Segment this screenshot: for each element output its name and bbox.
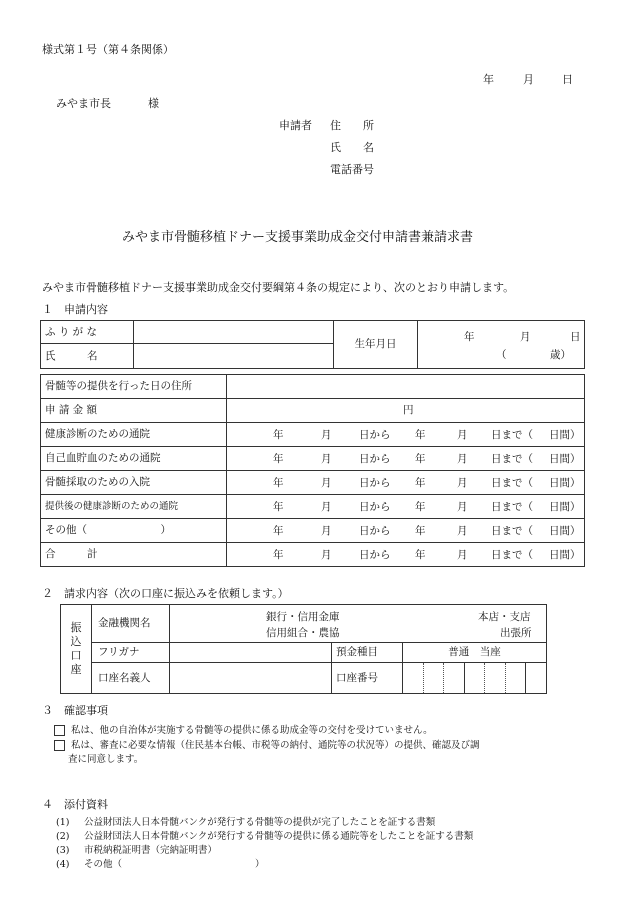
applicant-info-table [40,320,585,369]
furigana-value[interactable] [134,321,334,344]
period-row-label: 提供後の健康診断のための通院 [41,495,227,519]
period-y1: 年 [273,500,284,513]
period-y2: 年 [415,476,426,489]
bank-types-2: 信用組合・農協 [266,626,340,639]
period-row-value[interactable] [227,543,585,567]
period-y1: 年 [273,524,284,537]
period-y2: 年 [415,452,426,465]
section4-heading: ４ 添付資料 [42,798,108,811]
period-row-value[interactable] [227,519,585,543]
period-row-label: その他（ ） [41,519,227,543]
applicant-address-label: 住 所 [330,119,374,132]
section1-heading: １ 申請内容 [42,303,108,316]
applicant-label: 申請者 [279,119,312,132]
date-month: 月 [523,73,534,86]
donation-address-value[interactable] [227,375,585,399]
period-y1: 年 [273,548,284,561]
period-d2: 日まで（ [491,548,533,561]
period-d1: 日から [359,500,391,513]
addressee: みやま市長 [56,97,111,110]
period-m1: 月 [321,500,332,513]
period-days: 日間） [549,452,581,465]
period-y1: 年 [273,428,284,441]
attachment-number: (4) [56,859,70,870]
birth-date-cell[interactable] [418,321,585,369]
address-amount-table [40,374,585,423]
section2-heading: ２ 請求内容（次の口座に振込みを依頼します。） [42,587,289,600]
period-y2: 年 [415,548,426,561]
period-row-label: 自己血貯血のための通院 [41,447,227,471]
period-y1: 年 [273,452,284,465]
deposit-type-label: 預金種目 [332,643,403,663]
account-number-value[interactable] [403,663,547,694]
period-m2: 月 [457,428,468,441]
form-number: 様式第１号（第４条関係） [42,43,174,56]
period-row-value[interactable] [227,423,585,447]
period-m1: 月 [321,452,332,465]
name-value[interactable] [134,344,334,369]
period-m2: 月 [457,452,468,465]
birth-year: 年 [464,330,475,343]
account-holder-label: 口座名義人 [92,663,170,694]
account-number-label: 口座番号 [332,663,403,694]
furigana-label: ふ り が な [41,321,134,344]
donation-address-label: 骨髄等の提供を行った日の住所 [41,375,227,399]
period-days: 日間） [549,500,581,513]
period-row-value[interactable] [227,495,585,519]
period-d2: 日まで（ [491,476,533,489]
attachment-item: 公益財団法人日本骨髄バンクが発行する骨髄等の提供が完了したことを証する書類 [84,817,436,828]
amount-value[interactable] [227,399,585,423]
attachment-number: (3) [56,845,70,856]
checkbox-icon[interactable] [54,725,65,736]
period-y2: 年 [415,428,426,441]
branch-types-2: 出張所 [500,626,532,639]
section3-heading: ３ 確認事項 [42,704,108,717]
account-holder-value[interactable] [170,663,332,694]
amount-label: 申 請 金 額 [41,399,227,423]
period-d1: 日から [359,524,391,537]
addressee-honorific: 様 [148,97,159,110]
period-d1: 日から [359,476,391,489]
intro-text: みやま市骨髄移植ドナー支援事業助成金交付要綱第４条の規定により、次のとおり申請します。 [42,281,515,294]
applicant-name-label: 氏 名 [330,141,374,154]
period-row-label: 合 計 [41,543,227,567]
period-row [41,519,585,543]
date-year: 年 [483,73,494,86]
period-m2: 月 [457,548,468,561]
transfer-account-side-label: 振込口座 [61,605,92,694]
period-m2: 月 [457,524,468,537]
bank-name-label: 金融機関名 [92,605,170,643]
attachment-number: (1) [56,817,70,828]
period-d1: 日から [359,428,391,441]
period-days: 日間） [549,524,581,537]
age-close: 歳） [550,348,571,361]
period-d2: 日まで（ [491,524,533,537]
confirm-item-2[interactable]: 私は、審査に必要な情報（住民基本台帳、市税等の納付、通院等の状況等）の提供、確認及び調 [54,740,480,751]
period-table [40,422,585,567]
period-y1: 年 [273,476,284,489]
period-row-value[interactable] [227,447,585,471]
date-day: 日 [562,73,573,86]
furigana-account-label: フリガナ [92,643,170,663]
period-days: 日間） [549,476,581,489]
period-d2: 日まで（ [491,500,533,513]
period-m2: 月 [457,476,468,489]
period-m2: 月 [457,500,468,513]
birth-day: 日 [570,330,581,343]
birth-month: 月 [520,330,531,343]
attachment-item: 市税納税証明書（完納証明書） [84,845,218,856]
period-row [41,423,585,447]
period-m1: 月 [321,548,332,561]
period-row [41,543,585,567]
bank-account-table [60,604,547,694]
birth-date-label: 生年月日 [334,321,418,369]
age-open: （ [496,348,507,361]
period-y2: 年 [415,500,426,513]
attachment-item: 公益財団法人日本骨髄バンクが発行する骨髄等の提供に係る通院等をしたことを証する書類 [84,831,474,842]
period-row-value[interactable] [227,471,585,495]
bank-types-1: 銀行・信用金庫 [266,610,340,623]
period-days: 日間） [549,428,581,441]
period-row-label: 骨髄採取のための入院 [41,471,227,495]
period-days: 日間） [549,548,581,561]
period-row [41,471,585,495]
period-m1: 月 [321,476,332,489]
bank-name-value[interactable] [170,605,547,643]
period-m1: 月 [321,428,332,441]
branch-types-1: 本店・支店 [478,610,531,623]
confirm-item-2-continued: 査に同意します。 [68,754,144,765]
period-d1: 日から [359,452,391,465]
attachment-item: その他（ ） [84,859,265,870]
confirm-item-1[interactable]: 私は、他の自治体が実施する骨髄等の提供に係る助成金等の交付を受けていません。 [54,725,433,736]
period-m1: 月 [321,524,332,537]
applicant-phone-label: 電話番号 [330,163,374,176]
period-d1: 日から [359,548,391,561]
period-d2: 日まで（ [491,452,533,465]
amount-unit: 円 [403,404,414,417]
period-row-label: 健康診断のための通院 [41,423,227,447]
period-row [41,447,585,471]
period-row [41,495,585,519]
deposit-type-value[interactable]: 普通 当座 [403,643,547,663]
document-title: みやま市骨髄移植ドナー支援事業助成金交付申請書兼請求書 [122,230,474,245]
period-y2: 年 [415,524,426,537]
furigana-account-value[interactable] [170,643,332,663]
period-d2: 日まで（ [491,428,533,441]
checkbox-icon[interactable] [54,740,65,751]
name-label: 氏 名 [41,344,134,369]
attachment-number: (2) [56,831,70,842]
